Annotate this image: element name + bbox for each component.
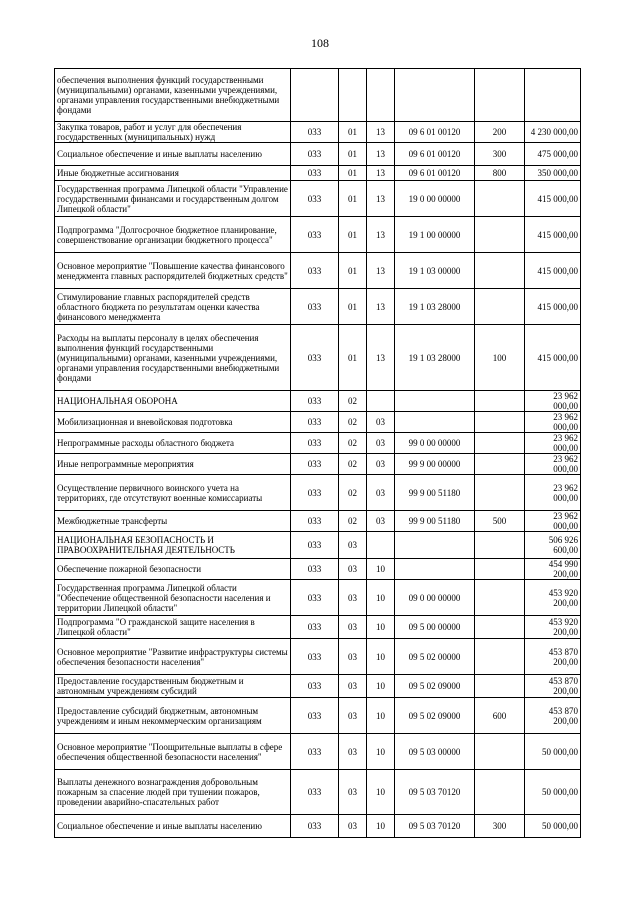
row-amount: 23 962 000,00 bbox=[525, 433, 581, 454]
row-expense-type-code: 100 bbox=[475, 325, 525, 391]
row-amount: 23 962 000,00 bbox=[525, 454, 581, 475]
row-expense-type-code bbox=[475, 734, 525, 770]
table-row bbox=[55, 580, 581, 616]
table-row bbox=[55, 734, 581, 770]
row-target-code: 99 0 00 00000 bbox=[395, 433, 475, 454]
table-row bbox=[55, 770, 581, 815]
row-amount: 453 870 200,00 bbox=[525, 698, 581, 734]
table-row bbox=[55, 181, 581, 217]
row-subsection-code: 10 bbox=[367, 698, 395, 734]
row-expense-type-code: 200 bbox=[475, 122, 525, 143]
row-admin-code: 033 bbox=[291, 289, 339, 325]
budget-table-body bbox=[55, 69, 581, 838]
row-admin-code: 033 bbox=[291, 475, 339, 511]
row-target-code: 19 1 03 00000 bbox=[395, 253, 475, 289]
row-target-code: 09 5 03 00000 bbox=[395, 734, 475, 770]
row-section-code: 02 bbox=[339, 511, 367, 532]
row-name: Расходы на выплаты персоналу в целях обеспечения выполнения функций государственными (муниципальными) органами, казенными учреждениями, органами управления государственными внебюджетными фондами bbox=[55, 325, 291, 391]
row-target-code: 09 5 03 70120 bbox=[395, 770, 475, 815]
row-section-code: 01 bbox=[339, 325, 367, 391]
row-admin-code: 033 bbox=[291, 616, 339, 639]
page-number: 108 bbox=[311, 36, 329, 50]
row-expense-type-code: 800 bbox=[475, 166, 525, 181]
row-name: Основное мероприятие "Поощрительные выплаты в сфере обеспечения общественной безопасности населения" bbox=[55, 734, 291, 770]
row-expense-type-code bbox=[475, 433, 525, 454]
row-name: Иные непрограммные мероприятия bbox=[55, 454, 291, 475]
row-expense-type-code: 300 bbox=[475, 815, 525, 838]
row-target-code: 09 6 01 00120 bbox=[395, 143, 475, 166]
row-target-code: 19 1 03 28000 bbox=[395, 289, 475, 325]
row-expense-type-code bbox=[475, 532, 525, 559]
row-name: обеспечения выполнения функций государственными (муниципальными) органами, казенными учреждениями, органами управления государственными внебюджетными фондами bbox=[55, 69, 291, 122]
row-name: Межбюджетные трансферты bbox=[55, 511, 291, 532]
row-section-code: 01 bbox=[339, 181, 367, 217]
row-amount bbox=[525, 69, 581, 122]
row-name: Государственная программа Липецкой области "Обеспечение общественной безопасности населения и территории Липецкой области" bbox=[55, 580, 291, 616]
row-subsection-code: 13 bbox=[367, 325, 395, 391]
row-expense-type-code bbox=[475, 217, 525, 253]
table-row bbox=[55, 675, 581, 698]
table-row bbox=[55, 325, 581, 391]
row-admin-code: 033 bbox=[291, 532, 339, 559]
row-subsection-code: 13 bbox=[367, 122, 395, 143]
row-subsection-code: 03 bbox=[367, 412, 395, 433]
table-row bbox=[55, 454, 581, 475]
row-admin-code: 033 bbox=[291, 253, 339, 289]
row-admin-code: 033 bbox=[291, 454, 339, 475]
row-section-code: 03 bbox=[339, 698, 367, 734]
row-subsection-code: 13 bbox=[367, 289, 395, 325]
row-target-code bbox=[395, 391, 475, 412]
row-expense-type-code bbox=[475, 559, 525, 580]
row-subsection-code: 13 bbox=[367, 253, 395, 289]
row-admin-code: 033 bbox=[291, 412, 339, 433]
row-section-code: 01 bbox=[339, 166, 367, 181]
row-target-code: 09 0 00 00000 bbox=[395, 580, 475, 616]
row-section-code: 02 bbox=[339, 454, 367, 475]
row-target-code: 09 5 00 00000 bbox=[395, 616, 475, 639]
row-amount: 23 962 000,00 bbox=[525, 511, 581, 532]
row-amount: 350 000,00 bbox=[525, 166, 581, 181]
row-admin-code: 033 bbox=[291, 734, 339, 770]
row-section-code: 03 bbox=[339, 770, 367, 815]
row-name: Основное мероприятие "Повышение качества финансового менеджмента главных распорядителей бюджетных средств" bbox=[55, 253, 291, 289]
row-amount: 453 920 200,00 bbox=[525, 616, 581, 639]
row-target-code bbox=[395, 559, 475, 580]
table-row bbox=[55, 412, 581, 433]
row-section-code: 03 bbox=[339, 675, 367, 698]
row-admin-code: 033 bbox=[291, 511, 339, 532]
row-target-code: 09 6 01 00120 bbox=[395, 166, 475, 181]
row-amount: 415 000,00 bbox=[525, 217, 581, 253]
row-target-code: 09 6 01 00120 bbox=[395, 122, 475, 143]
row-amount: 415 000,00 bbox=[525, 181, 581, 217]
row-name: Подпрограмма "Долгосрочное бюджетное планирование, совершенствование организации бюджетного процесса" bbox=[55, 217, 291, 253]
row-target-code: 19 0 00 00000 bbox=[395, 181, 475, 217]
row-subsection-code: 10 bbox=[367, 639, 395, 675]
row-subsection-code: 03 bbox=[367, 454, 395, 475]
row-expense-type-code bbox=[475, 69, 525, 122]
row-admin-code: 033 bbox=[291, 325, 339, 391]
row-name: Выплаты денежного вознаграждения добровольным пожарным за спасение людей при тушении пожаров, проведении аварийно-спасательных работ bbox=[55, 770, 291, 815]
row-name: Закупка товаров, работ и услуг для обеспечения государственных (муниципальных) нужд bbox=[55, 122, 291, 143]
row-name: Подпрограмма "О гражданской защите населения в Липецкой области" bbox=[55, 616, 291, 639]
row-expense-type-code bbox=[475, 289, 525, 325]
row-amount: 23 962 000,00 bbox=[525, 412, 581, 433]
row-amount: 453 870 200,00 bbox=[525, 675, 581, 698]
row-amount: 506 926 600,00 bbox=[525, 532, 581, 559]
row-subsection-code: 13 bbox=[367, 166, 395, 181]
table-row bbox=[55, 122, 581, 143]
row-section-code: 02 bbox=[339, 412, 367, 433]
row-target-code bbox=[395, 69, 475, 122]
row-section-code: 02 bbox=[339, 391, 367, 412]
row-subsection-code: 10 bbox=[367, 559, 395, 580]
row-target-code bbox=[395, 532, 475, 559]
row-amount: 23 962 000,00 bbox=[525, 475, 581, 511]
row-expense-type-code bbox=[475, 770, 525, 815]
row-amount: 475 000,00 bbox=[525, 143, 581, 166]
row-expense-type-code bbox=[475, 475, 525, 511]
row-name: Предоставление государственным бюджетным и автономным учреждениям субсидий bbox=[55, 675, 291, 698]
row-name: Стимулирование главных распорядителей средств областного бюджета по результатам оценки качества финансового менеджмента bbox=[55, 289, 291, 325]
row-amount: 50 000,00 bbox=[525, 815, 581, 838]
table-row bbox=[55, 559, 581, 580]
row-target-code: 19 1 03 28000 bbox=[395, 325, 475, 391]
row-amount: 415 000,00 bbox=[525, 325, 581, 391]
row-admin-code: 033 bbox=[291, 217, 339, 253]
table-row bbox=[55, 391, 581, 412]
row-admin-code: 033 bbox=[291, 433, 339, 454]
row-expense-type-code bbox=[475, 639, 525, 675]
row-admin-code: 033 bbox=[291, 166, 339, 181]
row-subsection-code: 10 bbox=[367, 675, 395, 698]
row-subsection-code: 03 bbox=[367, 433, 395, 454]
row-amount: 453 920 200,00 bbox=[525, 580, 581, 616]
row-target-code: 99 9 00 00000 bbox=[395, 454, 475, 475]
row-section-code: 01 bbox=[339, 253, 367, 289]
row-subsection-code bbox=[367, 391, 395, 412]
row-name: НАЦИОНАЛЬНАЯ ОБОРОНА bbox=[55, 391, 291, 412]
row-target-code: 99 9 00 51180 bbox=[395, 475, 475, 511]
row-name: Непрограммные расходы областного бюджета bbox=[55, 433, 291, 454]
row-amount: 454 990 200,00 bbox=[525, 559, 581, 580]
table-row bbox=[55, 511, 581, 532]
row-section-code: 03 bbox=[339, 580, 367, 616]
row-section-code: 01 bbox=[339, 143, 367, 166]
row-section-code: 02 bbox=[339, 433, 367, 454]
table-row bbox=[55, 433, 581, 454]
table-row bbox=[55, 143, 581, 166]
row-admin-code: 033 bbox=[291, 639, 339, 675]
row-target-code: 09 5 03 70120 bbox=[395, 815, 475, 838]
row-name: НАЦИОНАЛЬНАЯ БЕЗОПАСНОСТЬ И ПРАВООХРАНИТЕЛЬНАЯ ДЕЯТЕЛЬНОСТЬ bbox=[55, 532, 291, 559]
row-amount: 50 000,00 bbox=[525, 770, 581, 815]
row-admin-code: 033 bbox=[291, 580, 339, 616]
row-amount: 4 230 000,00 bbox=[525, 122, 581, 143]
row-admin-code: 033 bbox=[291, 559, 339, 580]
row-subsection-code: 13 bbox=[367, 143, 395, 166]
row-amount: 50 000,00 bbox=[525, 734, 581, 770]
row-section-code: 03 bbox=[339, 734, 367, 770]
table-row bbox=[55, 69, 581, 122]
row-subsection-code bbox=[367, 532, 395, 559]
row-admin-code: 033 bbox=[291, 181, 339, 217]
row-target-code: 99 9 00 51180 bbox=[395, 511, 475, 532]
row-section-code: 01 bbox=[339, 217, 367, 253]
table-row bbox=[55, 475, 581, 511]
row-name: Государственная программа Липецкой области "Управление государственными финансами и государственным долгом Липецкой области" bbox=[55, 181, 291, 217]
row-expense-type-code: 500 bbox=[475, 511, 525, 532]
row-section-code: 02 bbox=[339, 475, 367, 511]
row-admin-code: 033 bbox=[291, 391, 339, 412]
row-amount: 23 962 000,00 bbox=[525, 391, 581, 412]
row-expense-type-code: 300 bbox=[475, 143, 525, 166]
row-subsection-code: 03 bbox=[367, 475, 395, 511]
row-section-code: 01 bbox=[339, 289, 367, 325]
row-target-code: 09 5 02 09000 bbox=[395, 675, 475, 698]
row-expense-type-code: 600 bbox=[475, 698, 525, 734]
row-expense-type-code bbox=[475, 454, 525, 475]
table-row bbox=[55, 217, 581, 253]
row-expense-type-code bbox=[475, 391, 525, 412]
row-subsection-code: 13 bbox=[367, 217, 395, 253]
row-expense-type-code bbox=[475, 580, 525, 616]
row-name: Предоставление субсидий бюджетным, автономным учреждениям и иным некоммерческим организациям bbox=[55, 698, 291, 734]
row-admin-code: 033 bbox=[291, 122, 339, 143]
row-name: Основное мероприятие "Развитие инфраструктуры системы обеспечения безопасности населения" bbox=[55, 639, 291, 675]
row-admin-code bbox=[291, 69, 339, 122]
row-subsection-code: 10 bbox=[367, 815, 395, 838]
row-subsection-code: 03 bbox=[367, 511, 395, 532]
row-subsection-code: 10 bbox=[367, 734, 395, 770]
row-section-code: 03 bbox=[339, 616, 367, 639]
row-admin-code: 033 bbox=[291, 770, 339, 815]
row-section-code: 01 bbox=[339, 122, 367, 143]
row-amount: 415 000,00 bbox=[525, 289, 581, 325]
row-expense-type-code bbox=[475, 253, 525, 289]
row-expense-type-code bbox=[475, 675, 525, 698]
table-row bbox=[55, 815, 581, 838]
row-target-code: 09 5 02 00000 bbox=[395, 639, 475, 675]
table-row bbox=[55, 289, 581, 325]
table-row bbox=[55, 639, 581, 675]
row-section-code bbox=[339, 69, 367, 122]
row-name: Обеспечение пожарной безопасности bbox=[55, 559, 291, 580]
row-expense-type-code bbox=[475, 181, 525, 217]
row-admin-code: 033 bbox=[291, 698, 339, 734]
table-row bbox=[55, 166, 581, 181]
table-row bbox=[55, 698, 581, 734]
row-name: Осуществление первичного воинского учета на территориях, где отсутствуют военные комиссариаты bbox=[55, 475, 291, 511]
row-subsection-code: 10 bbox=[367, 770, 395, 815]
row-admin-code: 033 bbox=[291, 675, 339, 698]
row-name: Иные бюджетные ассигнования bbox=[55, 166, 291, 181]
row-subsection-code: 10 bbox=[367, 580, 395, 616]
row-subsection-code: 13 bbox=[367, 181, 395, 217]
row-name: Социальное обеспечение и иные выплаты населению bbox=[55, 143, 291, 166]
row-section-code: 03 bbox=[339, 532, 367, 559]
table-row bbox=[55, 253, 581, 289]
row-expense-type-code bbox=[475, 412, 525, 433]
row-amount: 415 000,00 bbox=[525, 253, 581, 289]
row-admin-code: 033 bbox=[291, 815, 339, 838]
budget-table bbox=[54, 68, 581, 838]
table-row bbox=[55, 616, 581, 639]
row-section-code: 03 bbox=[339, 815, 367, 838]
table-row bbox=[55, 532, 581, 559]
row-subsection-code bbox=[367, 69, 395, 122]
row-target-code bbox=[395, 412, 475, 433]
row-admin-code: 033 bbox=[291, 143, 339, 166]
row-name: Мобилизационная и вневойсковая подготовка bbox=[55, 412, 291, 433]
row-amount: 453 870 200,00 bbox=[525, 639, 581, 675]
row-name: Социальное обеспечение и иные выплаты населению bbox=[55, 815, 291, 838]
row-expense-type-code bbox=[475, 616, 525, 639]
row-section-code: 03 bbox=[339, 559, 367, 580]
row-target-code: 19 1 00 00000 bbox=[395, 217, 475, 253]
row-subsection-code: 10 bbox=[367, 616, 395, 639]
row-section-code: 03 bbox=[339, 639, 367, 675]
row-target-code: 09 5 02 09000 bbox=[395, 698, 475, 734]
